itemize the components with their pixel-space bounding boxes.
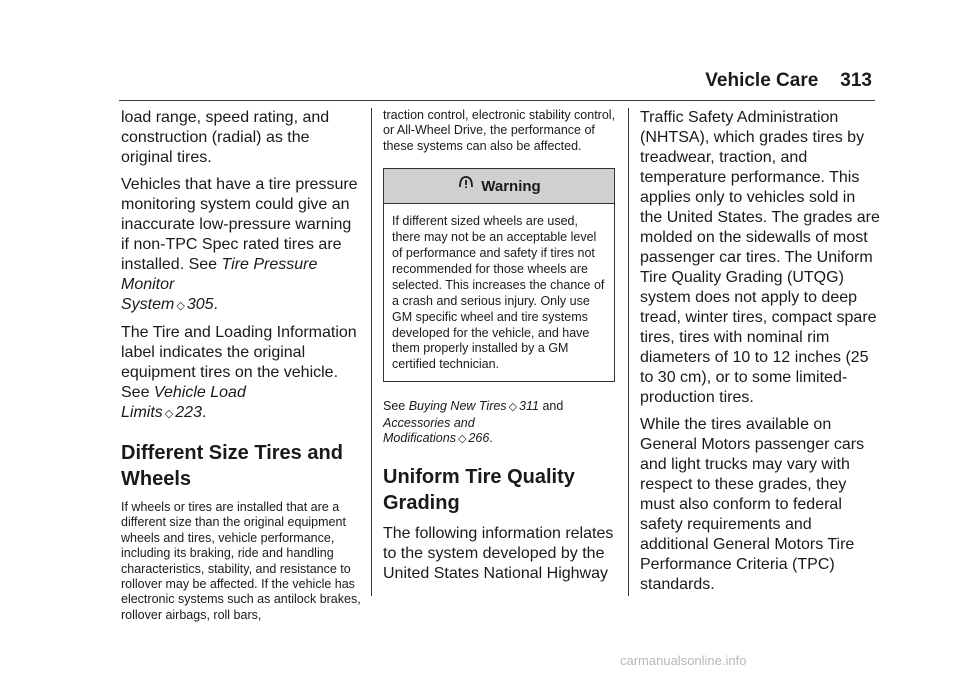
paragraph: If wheels or tires are installed that are a different size than the original equipment wheels and tires, vehicle performance, including its braking, ride and handling characteristics, stability, and resistance to rollover may be affected. If the vehicle has electronic systems such as antilock brakes, rollover airbags, roll bars, <box>121 500 361 622</box>
paragraph: load range, speed rating, and construction (radial) as the original tires. <box>121 109 330 166</box>
paragraph: traction control, electronic stability control, or All-Wheel Drive, the performance of these systems can also be affected. <box>383 108 616 153</box>
warning-title-text: Warning <box>481 177 541 195</box>
column-right <box>640 108 880 595</box>
paragraph-text: Vehicles that have a tire pressure monitoring system could give an inaccurate low-pressure warning if non-TPC Spec rated tires are installed. See <box>121 176 358 273</box>
section-heading: Different Size Tires and Wheels <box>121 442 343 490</box>
page-ref-number[interactable]: 266 <box>468 431 490 446</box>
page-number: 313 <box>840 70 872 91</box>
page-ref-number[interactable]: 311 <box>519 399 539 414</box>
header-rule <box>119 100 875 101</box>
warning-title <box>384 169 614 204</box>
column-divider <box>371 108 372 596</box>
column-divider <box>628 108 629 596</box>
section-heading: Uniform Tire Quality Grading <box>383 465 575 514</box>
warning-body: If different sized wheels are used, there may not be an acceptable level of performance and safety if tires not recommended for those wheels are selected. This increases the chance of a crash and serious injury. Only use GM specific wheel and tire systems developed for the vehicle, and have them properly installed by a GM certified technician. <box>392 214 605 372</box>
page-ref-number[interactable]: 223 <box>175 404 202 421</box>
watermark: carmanualsonline.info <box>620 653 747 668</box>
page-ref-icon: ◇ <box>508 401 518 414</box>
paragraph-label: The Tire and Loading Information label indicates the original equipment tires on the vehicle. See Vehicle Load Limits ◇ 223. <box>121 324 357 421</box>
page-ref-icon: ◇ <box>457 433 467 446</box>
xref-link[interactable]: Vehicle Load Limits <box>121 384 246 421</box>
paragraph: Traffic Safety Administration (NHTSA), which grades tires by treadwear, traction, and temperature performance. This applies only to vehicles sold in the United States. The grades are molded on the sidewalls of most passenger car tires. The Uniform Tire Quality Grading (UTQG) system does not apply to deep tread, winter tires, compact spare tires, tires with nominal rim diameters of 10 to 12 inches (25 to 30 cm), or to some limited-production tires. <box>640 109 880 406</box>
see-also: See Buying New Tires ◇ 311 and Accessories and Modifications ◇ 266. <box>383 399 564 446</box>
xref-link[interactable]: Accessories and Modifications <box>383 415 475 446</box>
column-middle <box>383 108 619 584</box>
page-header <box>0 0 960 106</box>
paragraph-tpms: Vehicles that have a tire pressure monitoring system could give an inaccurate low-pressure warning if non-TPC Spec rated tires are installed. See Tire Pressure Monitor System ◇ 305. <box>121 176 358 313</box>
column-left <box>121 108 361 623</box>
xref-link[interactable]: Tire Pressure Monitor System <box>121 256 318 313</box>
page-ref-icon: ◇ <box>164 408 174 420</box>
xref-link[interactable]: Buying New Tires <box>408 399 507 414</box>
page-ref-number[interactable]: 305 <box>186 296 214 313</box>
paragraph-text: The Tire and Loading Information label indicates the original equipment tires on the vehicle. See <box>121 324 357 401</box>
paragraph: While the tires available on General Motors passenger cars and light trucks may vary with respect to these grades, they must also conform to federal safety requirements and additional General Motors Tire Performance Criteria (TPC) standards. <box>640 416 865 593</box>
warning-box <box>383 168 615 382</box>
paragraph: The following information relates to the system developed by the United States National Highway <box>383 524 614 582</box>
page-ref-icon: ◇ <box>176 300 185 312</box>
section-title: Vehicle Care <box>705 70 819 91</box>
running-header <box>705 70 872 92</box>
warning-icon <box>457 174 475 192</box>
